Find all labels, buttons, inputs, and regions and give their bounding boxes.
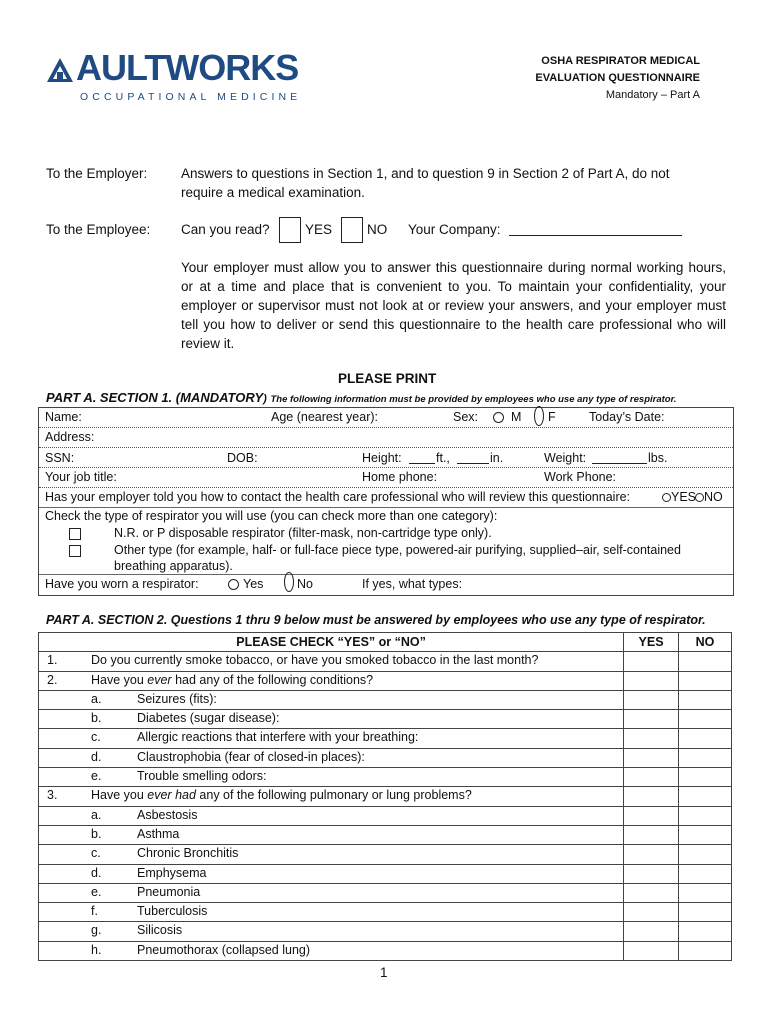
col-header-question: PLEASE CHECK “YES” or “NO” <box>39 633 624 652</box>
question-text <box>91 673 373 687</box>
section1-box <box>38 407 734 596</box>
table-row <box>39 690 732 709</box>
employee-label: To the Employee: <box>46 222 151 237</box>
logo-subtitle: OCCUPATIONAL MEDICINE <box>80 91 302 103</box>
question-text: Asbestosis <box>137 807 198 822</box>
question-text: Trouble smelling odors: <box>137 769 267 784</box>
type1-label: N.R. or P disposable respirator (filter-mask, non-cartridge type only). <box>114 526 492 540</box>
confidentiality-paragraph: Your employer must allow you to answer this questionnaire during normal working hours, or at a time and place that is convenient to you. To maintain your confidentiality, your employer or supervisor must not look at or review your answers, and your employer must tell you how to deliver or send this questionnaire to the health care professional who will review it. <box>181 260 726 351</box>
employer-text-1: Answers to questions in Section 1, and to question 9 in Section 2 of Part A, do not <box>181 166 670 181</box>
question-number: g. <box>91 923 102 938</box>
form-title-line1: OSHA RESPIRATOR MEDICAL <box>541 55 700 67</box>
question-number: e. <box>91 769 102 784</box>
question-number: 2. <box>47 672 58 687</box>
answer-yes-cell[interactable] <box>624 690 679 709</box>
can-read-label: Can you read? <box>181 222 270 237</box>
question-number: a. <box>91 807 102 822</box>
question-number: 1. <box>47 653 58 668</box>
logo-wordmark: AULTWORKS <box>76 47 299 88</box>
answer-yes-cell[interactable] <box>624 710 679 729</box>
worn-yes-radio[interactable] <box>228 579 239 590</box>
question-text <box>91 788 472 802</box>
table-row <box>39 903 732 922</box>
page-number: 1 <box>380 965 388 980</box>
question-number: b. <box>91 826 102 841</box>
question-cell <box>39 825 624 844</box>
worn-no-radio[interactable] <box>284 572 294 592</box>
type2-label-line1: Other type (for example, half- or full-face piece type, powered-air purifying, supplied–air, self-contained <box>114 543 681 557</box>
question-text-post: had any of the following conditions? <box>171 672 374 687</box>
sex-label: Sex: <box>453 410 479 424</box>
your-company-label: Your Company: <box>408 222 501 237</box>
answer-yes-cell[interactable] <box>624 825 679 844</box>
worn-types-label: If yes, what types: <box>362 577 463 591</box>
question-cell <box>39 845 624 864</box>
height-label: Height: <box>362 451 402 465</box>
height-in-label: in. <box>490 451 504 465</box>
question-cell <box>39 787 624 806</box>
question-text-emphasis: ever had <box>147 788 196 803</box>
table-row <box>39 748 732 767</box>
question-cell <box>39 671 624 690</box>
answer-no-cell[interactable] <box>679 690 732 709</box>
contact-no-label: NO <box>704 490 723 504</box>
todays-date-label: Today’s Date: <box>589 410 665 424</box>
home-phone-label: Home phone: <box>362 470 438 484</box>
answer-yes-cell[interactable] <box>624 787 679 806</box>
question-text: Diabetes (sugar disease): <box>137 711 280 726</box>
table-row <box>39 729 732 748</box>
sex-f-radio[interactable] <box>534 406 544 426</box>
job-title-label: Your job title: <box>45 470 117 484</box>
contact-question: Has your employer told you how to contact the health care professional who will review this questionnaire: <box>45 490 631 504</box>
question-cell <box>39 768 624 787</box>
table-row <box>39 922 732 941</box>
answer-yes-cell[interactable] <box>624 941 679 960</box>
height-in-field[interactable] <box>457 463 489 464</box>
question-number: d. <box>91 865 102 880</box>
answer-yes-cell[interactable] <box>624 652 679 671</box>
answer-no-cell[interactable] <box>679 768 732 787</box>
question-text: Claustrophobia (fear of closed-in places): <box>137 749 365 764</box>
answer-no-cell[interactable] <box>679 845 732 864</box>
question-cell <box>39 883 624 902</box>
question-text: Pneumothorax (collapsed lung) <box>137 942 311 957</box>
form-title-line3: Mandatory – Part A <box>605 89 700 101</box>
employer-label: To the Employer: <box>46 166 148 181</box>
age-label: Age (nearest year): <box>271 410 378 424</box>
work-phone-label: Work Phone: <box>544 470 617 484</box>
question-number: h. <box>91 942 102 957</box>
type2-checkbox[interactable] <box>69 545 81 557</box>
can-read-yes-label: YES <box>305 222 333 237</box>
section1-note: The following information must be provided by employees who use any type of respirator. <box>270 394 677 405</box>
answer-yes-cell[interactable] <box>624 922 679 941</box>
section1-title-close: ) <box>263 393 267 405</box>
contact-no-radio[interactable] <box>695 493 704 502</box>
question-cell <box>39 941 624 960</box>
aultworks-logo-icon <box>46 57 74 83</box>
question-number: d. <box>91 749 102 764</box>
section1-heading <box>46 390 676 405</box>
contact-yes-radio[interactable] <box>662 493 671 502</box>
question-text-pre: Have you <box>91 788 148 803</box>
type1-checkbox[interactable] <box>69 528 81 540</box>
answer-no-cell[interactable] <box>679 903 732 922</box>
question-text: Pneumonia <box>137 884 201 899</box>
section2-table <box>38 632 732 961</box>
table-row <box>39 883 732 902</box>
question-text: Asthma <box>137 826 180 841</box>
worn-no-label: No <box>297 577 313 591</box>
question-number: b. <box>91 711 102 726</box>
weight-field[interactable] <box>592 463 647 464</box>
table-row <box>39 806 732 825</box>
question-cell <box>39 690 624 709</box>
table-row <box>39 671 732 690</box>
employer-text-2: require a medical examination. <box>181 185 365 200</box>
question-text: Allergic reactions that interfere with your breathing: <box>137 730 419 745</box>
answer-no-cell[interactable] <box>679 787 732 806</box>
answer-yes-cell[interactable] <box>624 845 679 864</box>
answer-yes-cell[interactable] <box>624 883 679 902</box>
question-number: c. <box>91 730 101 745</box>
address-label: Address: <box>45 430 95 444</box>
answer-no-cell[interactable] <box>679 729 732 748</box>
please-print-heading: PLEASE PRINT <box>338 371 437 386</box>
question-text-pre: Have you <box>91 672 148 687</box>
answer-yes-cell[interactable] <box>624 903 679 922</box>
answer-yes-cell[interactable] <box>624 864 679 883</box>
can-read-yes-checkbox[interactable] <box>279 217 301 243</box>
question-text: Do you currently smoke tobacco, or have you smoked tobacco in the last month? <box>91 653 539 668</box>
answer-yes-cell[interactable] <box>624 748 679 767</box>
answer-yes-cell[interactable] <box>624 806 679 825</box>
question-cell <box>39 710 624 729</box>
question-number: e. <box>91 884 102 899</box>
weight-label: Weight: <box>544 451 587 465</box>
answer-yes-cell[interactable] <box>624 729 679 748</box>
contact-yes-label: YES <box>671 490 697 504</box>
col-header-yes: YES <box>624 633 679 652</box>
section2-heading: PART A. SECTION 2. Questions 1 thru 9 below must be answered by employees who use any type of respirator. <box>46 613 706 627</box>
ssn-label: SSN: <box>45 451 75 465</box>
section1-title: PART A. SECTION 1. (MANDATORY <box>46 390 264 405</box>
table-row <box>39 941 732 960</box>
question-text: Seizures (fits): <box>137 691 217 706</box>
question-text-emphasis: ever <box>147 672 172 687</box>
answer-no-cell[interactable] <box>679 825 732 844</box>
can-read-no-checkbox[interactable] <box>341 217 363 243</box>
height-ft-label: ft., <box>436 451 450 465</box>
sex-m-radio[interactable] <box>493 412 504 423</box>
col-header-no: NO <box>679 633 732 652</box>
question-text: Tuberculosis <box>137 904 208 919</box>
worn-yes-label: Yes <box>243 577 264 591</box>
answer-yes-cell[interactable] <box>624 671 679 690</box>
weight-lbs-label: lbs. <box>648 451 668 465</box>
answer-no-cell[interactable] <box>679 883 732 902</box>
question-cell <box>39 922 624 941</box>
table-row <box>39 710 732 729</box>
table-row <box>39 768 732 787</box>
question-cell <box>39 903 624 922</box>
answer-yes-cell[interactable] <box>624 768 679 787</box>
table-row <box>39 787 732 806</box>
table-row <box>39 825 732 844</box>
answer-no-cell[interactable] <box>679 922 732 941</box>
question-cell <box>39 652 624 671</box>
form-title-line2: EVALUATION QUESTIONNAIRE <box>535 72 700 84</box>
question-number: a. <box>91 691 102 706</box>
answer-no-cell[interactable] <box>679 710 732 729</box>
question-text-post: any of the following pulmonary or lung problems? <box>195 788 472 803</box>
question-number: c. <box>91 846 101 861</box>
table-row <box>39 845 732 864</box>
answer-no-cell[interactable] <box>679 671 732 690</box>
question-number: f. <box>91 904 98 919</box>
question-text: Chronic Bronchitis <box>137 846 239 861</box>
sex-f-label: F <box>548 410 556 424</box>
dob-label: DOB: <box>227 451 258 465</box>
section2-header-row <box>39 633 732 652</box>
question-cell <box>39 806 624 825</box>
question-cell <box>39 729 624 748</box>
table-row <box>39 652 732 671</box>
can-read-no-label: NO <box>367 222 388 237</box>
question-cell <box>39 748 624 767</box>
answer-no-cell[interactable] <box>679 941 732 960</box>
question-text: Emphysema <box>137 865 207 880</box>
worn-respirator-label: Have you worn a respirator: <box>45 577 199 591</box>
answer-no-cell[interactable] <box>679 806 732 825</box>
question-number: 3. <box>47 788 58 803</box>
type2-label-line2: breathing apparatus). <box>114 559 233 573</box>
question-text: Silicosis <box>137 923 183 938</box>
answer-no-cell[interactable] <box>679 748 732 767</box>
table-row <box>39 864 732 883</box>
answer-no-cell[interactable] <box>679 652 732 671</box>
check-type-label: Check the type of respirator you will use (you can check more than one category): <box>45 509 498 523</box>
answer-no-cell[interactable] <box>679 864 732 883</box>
name-label: Name: <box>45 410 82 424</box>
height-ft-field[interactable] <box>409 463 435 464</box>
your-company-field[interactable] <box>509 221 682 236</box>
sex-m-label: M <box>511 410 522 424</box>
question-cell <box>39 864 624 883</box>
